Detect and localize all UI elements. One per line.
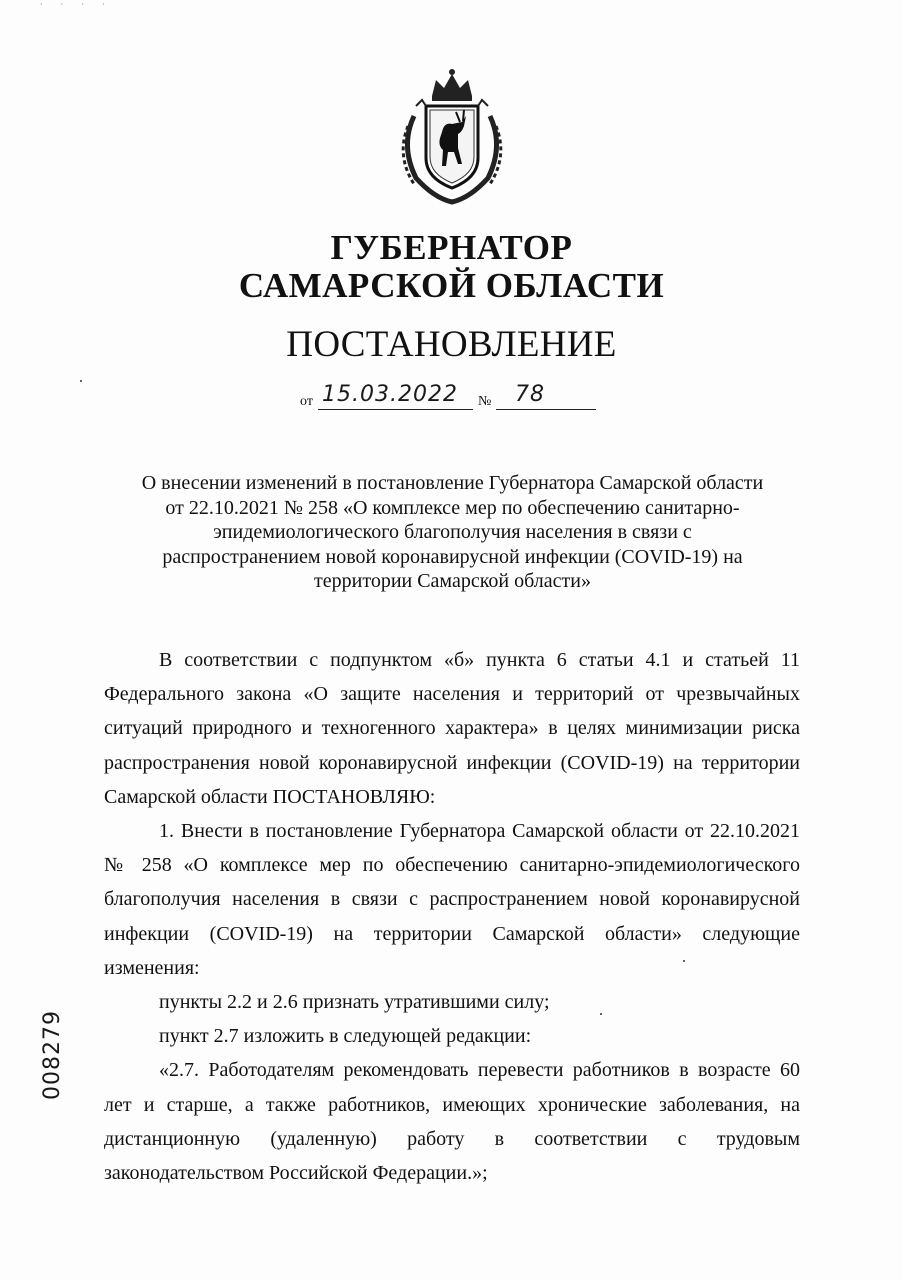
body-paragraph-preamble: В соответствии с подпунктом «б» пункта 6 статьи 4.1 и статьей 11 Федерального закона «О защите населения и территорий от чрезвычайных ситуаций природного и техногенного характера» в целях минимизации риска распространения новой коронавирусной инфекции (COVID-19) на территории Самарской области ПОСТАНОВЛЯЮ: <box>104 649 800 808</box>
date-value: 15.03.2022 <box>322 382 458 407</box>
date-number-line <box>300 380 610 412</box>
date-label: от <box>300 394 313 409</box>
number-label: № <box>478 394 492 409</box>
number-underline <box>496 409 596 410</box>
scan-speck <box>600 1013 602 1015</box>
document-type-heading: ПОСТАНОВЛЕНИЕ <box>286 324 617 365</box>
document-subject: О внесении изменений в постановление Губернатора Самарской области от 22.10.2021 № 258 «О комплексе мер по обеспечению санитарно-эпидемиологического благополучия населения в связи с распространением новой коронавирусной инфекции (COVID-19) на территории Самарской области» <box>141 472 764 592</box>
scan-speck <box>683 960 685 962</box>
document-body <box>104 643 800 1190</box>
title-region: САМАРСКОЙ ОБЛАСТИ <box>238 266 665 305</box>
scan-speck <box>80 380 82 382</box>
number-value: 78 <box>515 382 545 407</box>
scan-artifact-marks: · · · · <box>40 0 113 9</box>
title-governor: ГУБЕРНАТОР <box>330 228 573 267</box>
body-paragraph-repeal: пункты 2.2 и 2.6 признать утратившими силу; <box>159 991 550 1014</box>
date-underline <box>318 409 473 410</box>
side-registration-code: 008279 <box>40 1010 65 1100</box>
samara-coat-of-arms-icon <box>386 66 518 206</box>
body-paragraph-item-1: 1. Внести в постановление Губернатора Самарской области от 22.10.2021 № 258 «О комплексе мер по обеспечению санитарно-эпидемиологического благополучия населения в связи с распространением новой коронавирусной инфекции (COVID-19) на территории Самарской области» следующие изменения: <box>104 820 800 979</box>
body-paragraph-item-2-7: «2.7. Работодателям рекомендовать перевести работников в возрасте 60 лет и старше, а также работников, имеющих хронические заболевания, на дистанционную (удаленную) работу в соответствии с трудовым законодательством Российской Федерации.»; <box>104 1059 800 1185</box>
body-paragraph-amend: пункт 2.7 изложить в следующей редакции: <box>159 1025 532 1048</box>
